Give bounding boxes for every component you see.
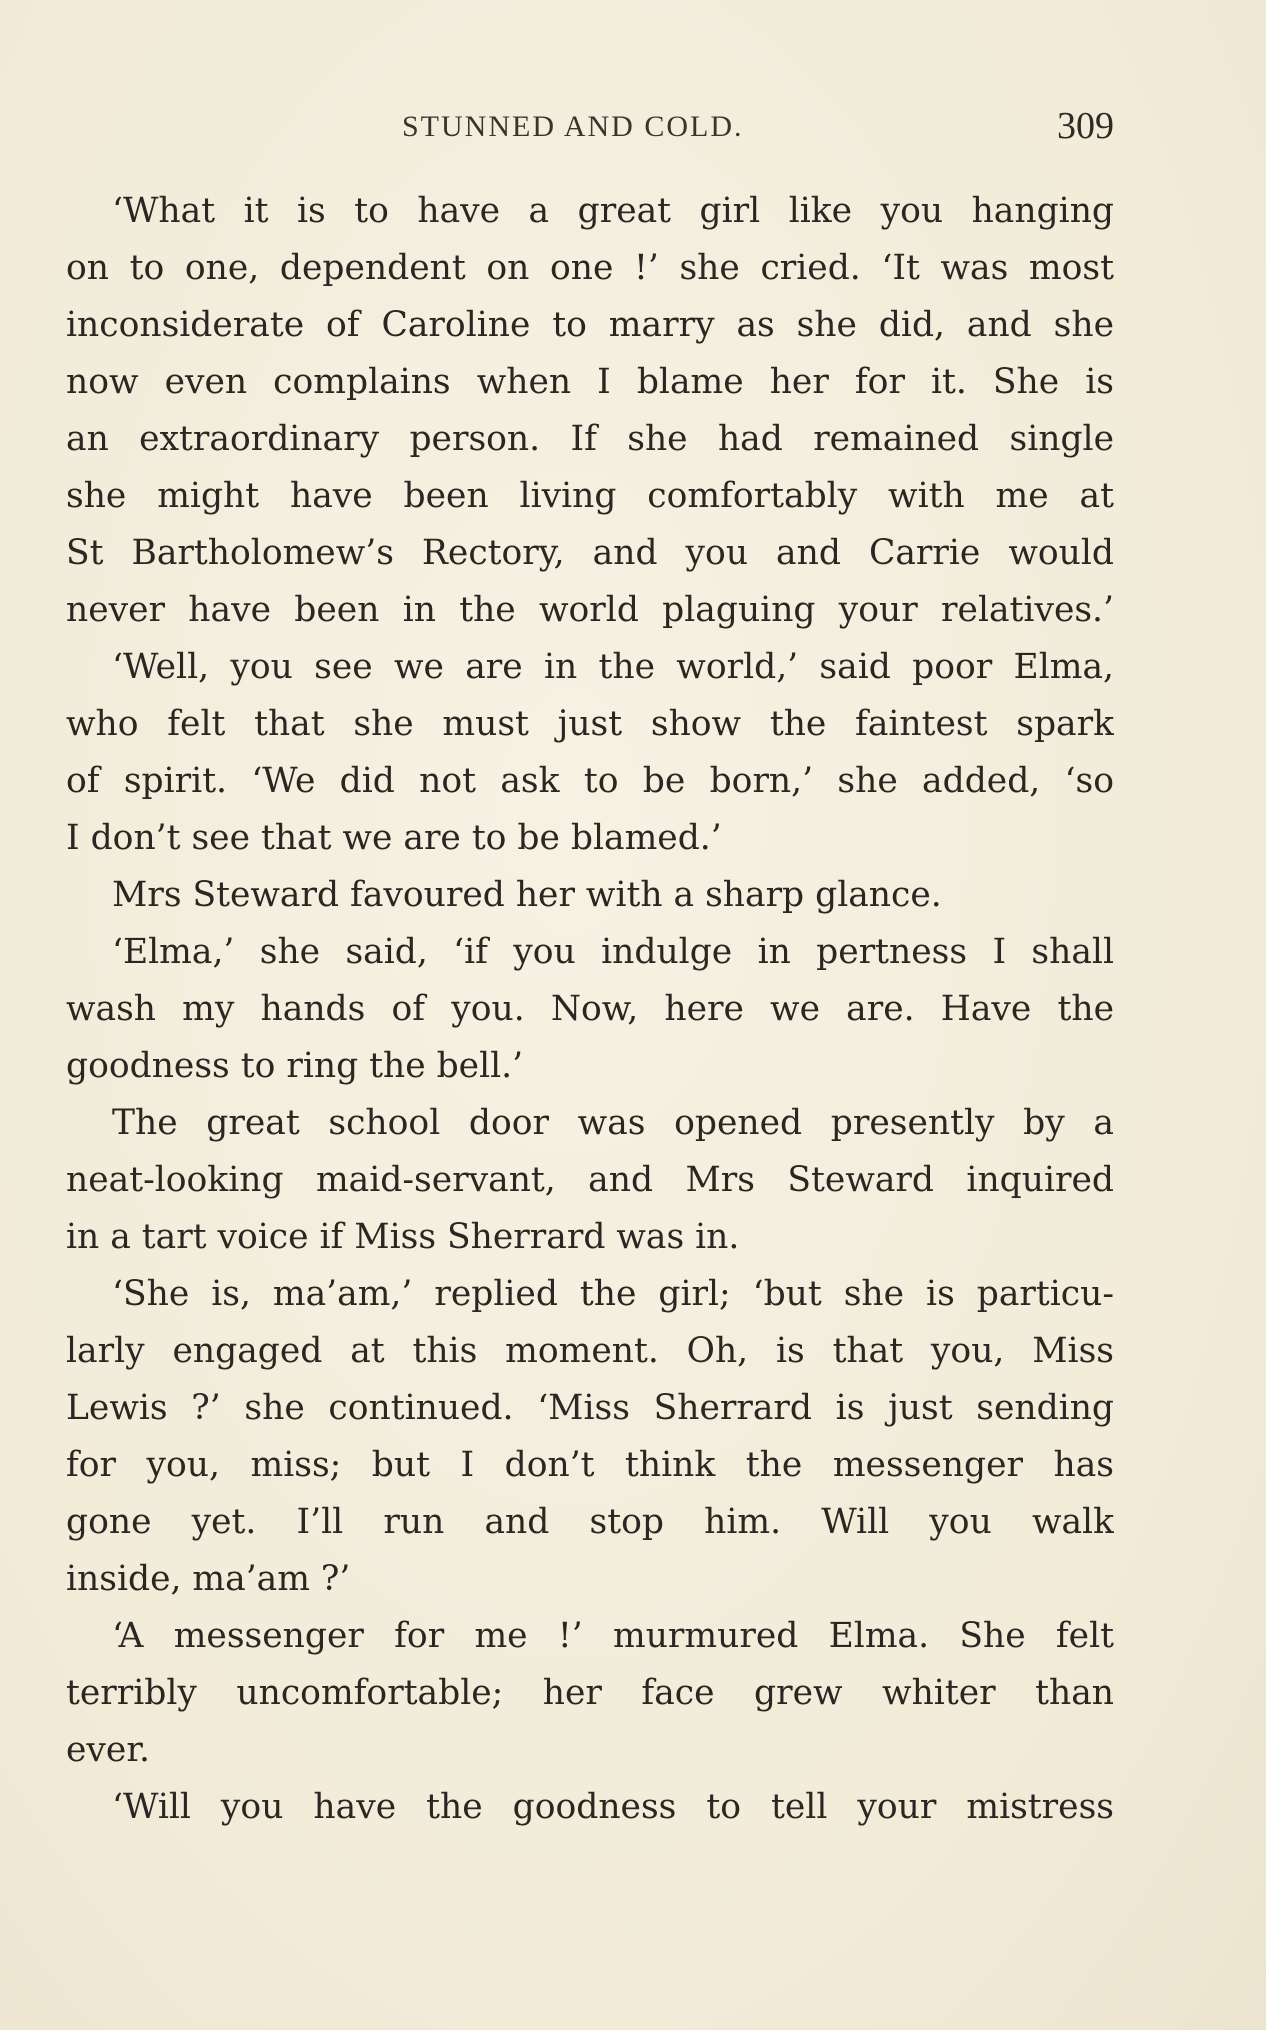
text-line: ‘What it is to have a great girl like you hanging	[112, 191, 1114, 231]
text-line: neat-looking maid-servant, and Mrs Steward inquired	[66, 1160, 1114, 1200]
text-line: The great school door was opened presently by a	[112, 1103, 1114, 1143]
text-line: terribly uncomfortable; her face grew whiter than	[66, 1673, 1114, 1713]
text-line: Mrs Steward favoured her with a sharp glance.	[112, 875, 942, 915]
text-line: I don’t see that we are to be blamed.’	[66, 818, 722, 858]
text-line: ‘Will you have the goodness to tell your mistress	[112, 1787, 1114, 1827]
text-line: inside, ma’am ?’	[66, 1559, 351, 1599]
text-line: she might have been living comfortably with me at	[66, 476, 1114, 516]
text-line: Lewis ?’ she continued. ‘Miss Sherrard is just sending	[66, 1388, 1114, 1428]
text-line: ‘Well, you see we are in the world,’ said poor Elma,	[112, 647, 1114, 687]
text-line: gone yet. I’ll run and stop him. Will you walk	[66, 1502, 1114, 1542]
text-line: of spirit. ‘We did not ask to be born,’ she added, ‘so	[66, 761, 1114, 801]
text-line: ‘She is, ma’am,’ replied the girl; ‘but she is particu-	[112, 1274, 1114, 1314]
text-line: larly engaged at this moment. Oh, is that you, Miss	[66, 1331, 1114, 1371]
text-line: an extraordinary person. If she had remained single	[66, 419, 1114, 459]
running-title: STUNNED AND COLD.	[402, 110, 744, 143]
text-line: ever.	[66, 1730, 150, 1770]
text-line: who felt that she must just show the faintest spark	[66, 704, 1114, 744]
text-line: for you, miss; but I don’t think the messenger has	[66, 1445, 1114, 1485]
text-line: ‘A messenger for me !’ murmured Elma. She felt	[112, 1616, 1114, 1656]
page-number: 309	[1057, 105, 1114, 147]
text-line: wash my hands of you. Now, here we are. Have the	[66, 989, 1114, 1029]
text-line: inconsiderate of Caroline to marry as she did, and she	[66, 305, 1114, 345]
body-text	[66, 183, 1114, 1836]
text-line: never have been in the world plaguing your relatives.’	[66, 590, 1114, 630]
text-line: now even complains when I blame her for it. She is	[66, 362, 1114, 402]
text-line: St Bartholomew’s Rectory, and you and Carrie would	[66, 533, 1114, 573]
text-line: ‘Elma,’ she said, ‘if you indulge in pertness I shall	[112, 932, 1114, 972]
text-line: on to one, dependent on one !’ she cried. ‘It was most	[66, 248, 1114, 288]
text-line: in a tart voice if Miss Sherrard was in.	[66, 1217, 740, 1257]
page-header	[66, 104, 1114, 152]
text-line: goodness to ring the bell.’	[66, 1046, 524, 1086]
